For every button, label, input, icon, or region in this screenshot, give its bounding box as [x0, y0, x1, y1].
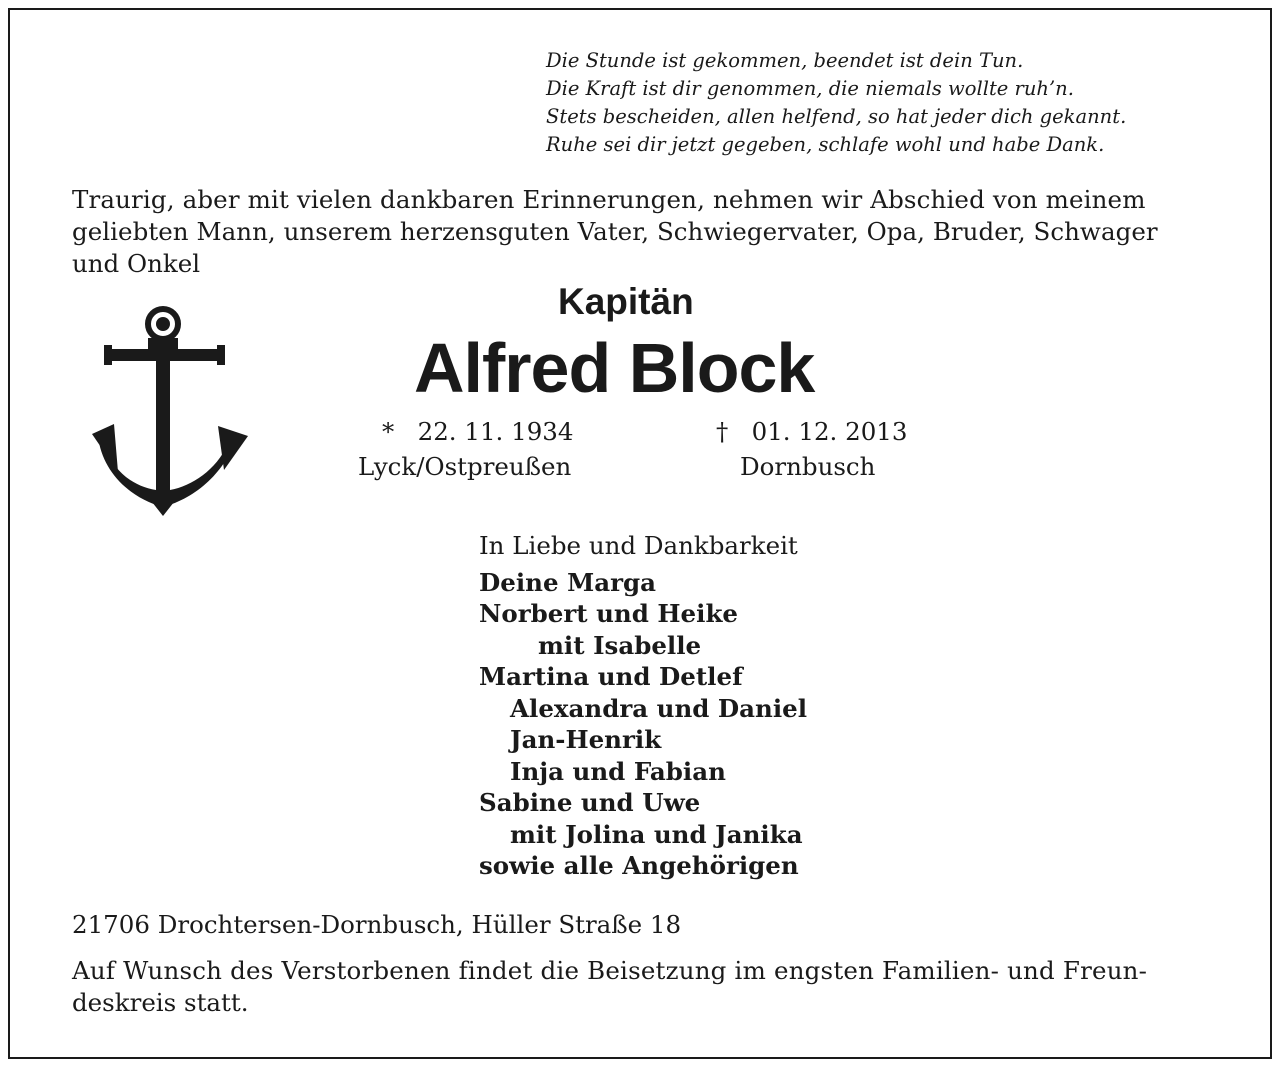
birth-symbol: *: [382, 417, 395, 446]
family-member: Inja und Fabian: [510, 756, 726, 786]
family-member: Sabine und Uwe: [479, 788, 701, 817]
address: 21706 Drochtersen-Dornbusch, Hüller Straße 18: [72, 910, 682, 939]
family-member: mit Isabelle: [538, 630, 702, 660]
family-member: mit Jolina und Janika: [510, 819, 803, 849]
intro-line: und Onkel: [72, 249, 201, 278]
poem-line: Die Kraft ist dir genommen, die niemals wollte ruh’n.: [546, 77, 1074, 100]
death-date: 01. 12. 2013: [751, 417, 908, 446]
intro-line: Traurig, aber mit vielen dankbaren Erinnerungen, nehmen wir Abschied von meinem: [72, 185, 1146, 214]
funeral-note: [72, 955, 1212, 1019]
family-member: Alexandra und Daniel: [510, 693, 808, 723]
poem-line: Die Stunde ist gekommen, beendet ist dein Tun.: [546, 49, 1024, 72]
note-line: deskreis statt.: [72, 988, 249, 1017]
family-member: Jan-Henrik: [510, 725, 662, 754]
birth-place: Lyck/Ostpreußen: [358, 452, 572, 481]
poem-line: Stets bescheiden, allen helfend, so hat jeder dich gekannt.: [546, 105, 1127, 128]
birth-date: 22. 11. 1934: [417, 417, 574, 446]
poem-line: Ruhe sei dir jetzt gegeben, schlafe wohl und habe Dank.: [546, 133, 1105, 156]
title-text: Kapitän: [558, 281, 694, 322]
deceased-name: Alfred Block: [414, 329, 815, 407]
family-member: Martina und Detlef: [479, 662, 743, 691]
family-member: sowie alle Angehörigen: [479, 851, 799, 880]
death-symbol: †: [716, 417, 729, 446]
family-member: Norbert und Heike: [479, 599, 739, 628]
death-place: Dornbusch: [740, 452, 876, 481]
family-member: Deine Marga: [479, 567, 656, 597]
death-line: [716, 414, 907, 449]
family-signatures: [479, 530, 807, 882]
family-lead: In Liebe und Dankbarkeit: [479, 531, 798, 560]
birth-line: [358, 414, 573, 449]
intro-line: geliebten Mann, unserem herzensguten Vater, Schwiegervater, Opa, Bruder, Schwager: [72, 217, 1158, 246]
birth-info: [358, 414, 573, 484]
anchor-icon: [88, 302, 258, 522]
note-line: Auf Wunsch des Verstorbenen findet die Beisetzung im engsten Familien- und Freun-: [72, 956, 1148, 985]
death-info: [716, 414, 907, 484]
intro-text: [72, 184, 1222, 280]
poem: [546, 47, 1126, 159]
